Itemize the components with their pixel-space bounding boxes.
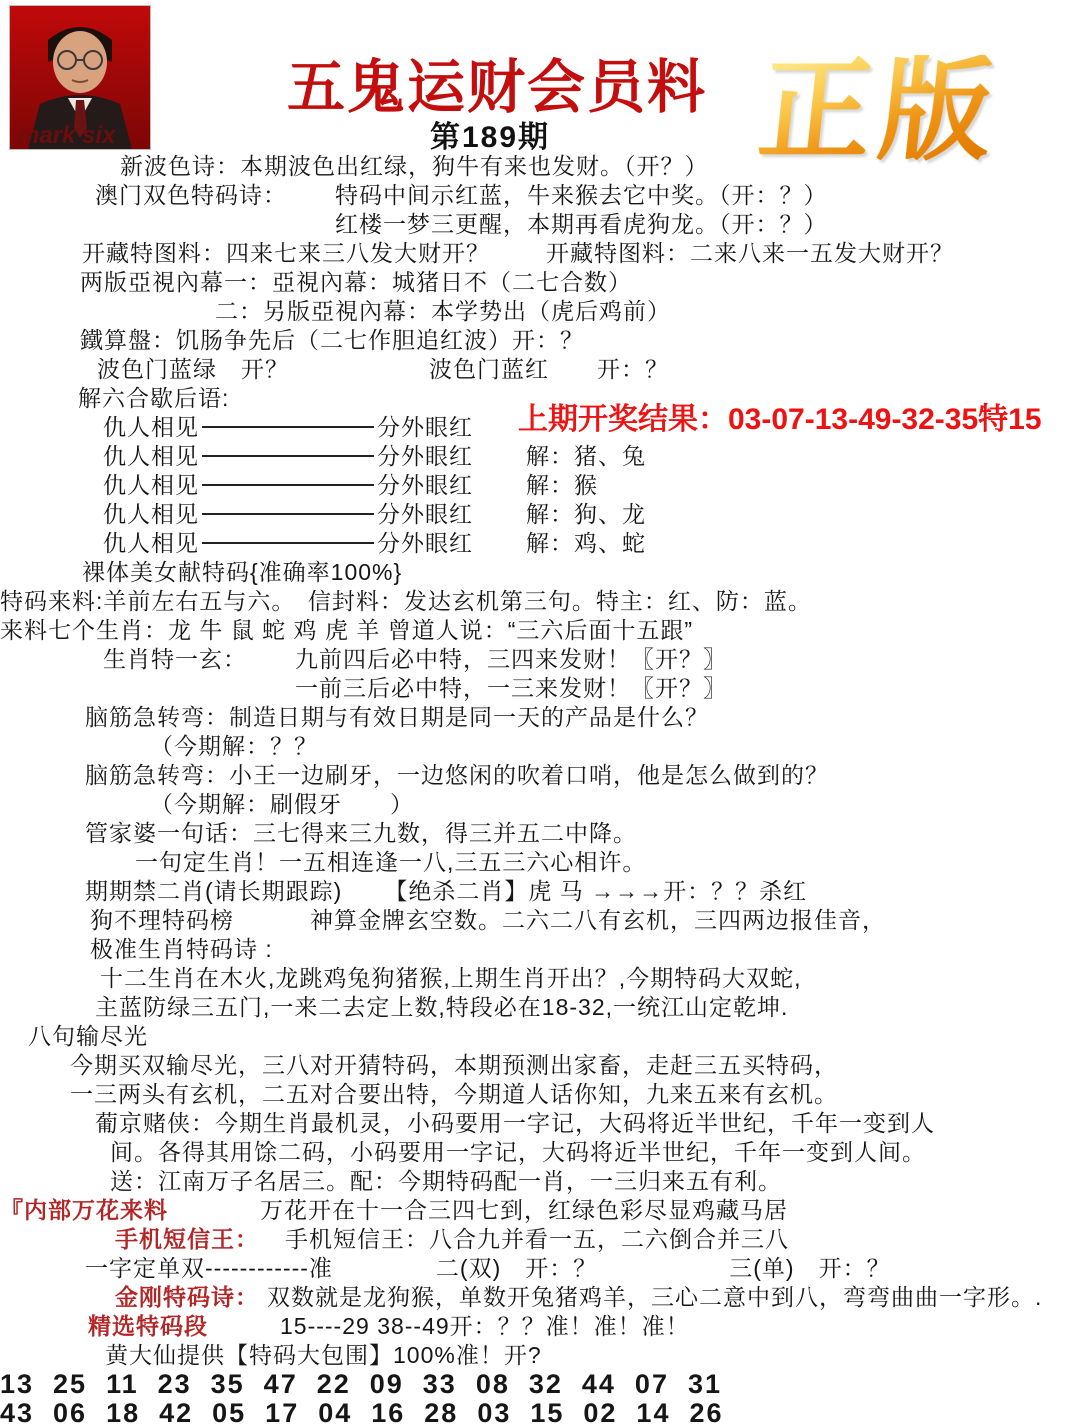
watermark-text: mark six (18, 122, 116, 149)
line-neibu-wanhua: 『内部万花来料 万花开在十一合三四七到，红绿色彩尽显鸡藏马居 (0, 1197, 788, 1223)
issue-number: 第189期 (430, 121, 551, 154)
line-teyixuan-2: 一前三后必中特，一三来发财！〖开？〗 (295, 675, 727, 701)
line-guanjiapo: 管家婆一句话：三七得来三九数，得三并五二中降。 (85, 820, 637, 846)
riddle-row: 仇人相见 分外眼红 解：鸡、蛇 (103, 530, 646, 556)
dash-line (202, 455, 374, 457)
line-shengxiao-teyixuan: 生肖特一玄： 九前四后必中特，三四来发财！〖开？〗 (103, 646, 727, 672)
dash-line (202, 484, 374, 486)
line-shujinguang-1: 今期买双输尽光，三八对开猜特码，本期预测出家畜，走赶三五买特码， (70, 1052, 838, 1078)
riddle-row: 仇人相见 分外眼红 解：狗、龙 (103, 501, 646, 527)
line-qiqi-jin-erxiao: 期期禁二肖(请长期跟踪) 【绝杀二肖】虎 马 →→→开：？？杀红 (85, 878, 808, 904)
line-yizi-dan-shuang: 一字定单双------------准 二(双) 开：？ 三(单) 开：？ (85, 1255, 891, 1281)
line-kaicang-tetu: 开藏特图料：四来七来三八发大财开？ 开藏特图料：二来八来一五发大财开？ (82, 240, 954, 266)
line-pujing-duxia-1: 葡京赌侠：今期生肖最机灵，小码要用一字记，大码将近半世纪，千年一变到人 (95, 1110, 935, 1136)
dash-line (202, 426, 374, 428)
line-jingxuan-teema-duan: 精选特码段 15----29 38--49开：？？准！准！准！ (88, 1313, 690, 1339)
edition-stamp: 正版 (753, 48, 1007, 173)
line-jizhun-poem-header: 极准生肖特码诗 : (90, 936, 273, 962)
line-xin-bose-poem: 新波色诗：本期波色出红绿，狗牛有来也发财。（开？） (120, 153, 709, 179)
line-aomen-poem-2: 红楼一梦三更醒，本期再看虎狗龙。（开：？） (335, 211, 828, 237)
line-naojin-2-answer: （今期解：刷假牙 ） (150, 791, 414, 817)
line-teema-lailiao: 特码来料:羊前左右五与六。 信封料：发达玄机第三句。特主：红、防：蓝。 (0, 588, 812, 614)
line-yiju-ding-shengxiao: 一句定生肖！一五相连逢一八,三五三六心相许。 (135, 849, 647, 875)
line-baju-shujinguang-header: 八句输尽光 (28, 1023, 148, 1049)
riddle-row: 仇人相见 分外眼红 解：猪、兔 (103, 443, 646, 469)
dash-line (202, 513, 374, 515)
numbers-row-2: 43 06 18 42 05 17 04 16 28 03 15 02 14 26 (0, 1398, 724, 1428)
line-yashi-neimu-1: 两版亞視內幕一：亞視內幕：城猪日不（二七合数） (80, 269, 632, 295)
line-naojin-2: 脑筋急转弯：小王一边刷牙，一边悠闲的吹着口哨，他是怎么做到的？ (85, 762, 829, 788)
line-jizhun-poem-1: 十二生肖在木火,龙跳鸡兔狗猪猴,上期生肖开出？,今期特码大双蛇, (100, 965, 802, 991)
document-body (0, 152, 1080, 1428)
line-xiehouyu-header: 解六合歇后语: (78, 385, 230, 411)
face (53, 31, 107, 93)
line-goubuli-bang: 狗不理特码榜 神算金牌玄空数。二六二八有玄机，三四两边报佳音， (90, 907, 886, 933)
line-qige-shengxiao: 来料七个生肖：龙 牛 鼠 蛇 鸡 虎 羊 曾道人说：“三六后面十五跟” (0, 617, 694, 643)
riddle-row: 仇人相见 分外眼红 (103, 414, 473, 440)
line-shujinguang-2: 一三两头有玄机，二五对合要出特，今期道人话你知，九来五来有玄机。 (70, 1081, 838, 1107)
line-luoti-teema: 裸体美女献特码{准确率100%} (82, 559, 403, 585)
portrait-illustration (10, 6, 150, 149)
line-tiesuanpan: 鐵算盤：饥肠争先后（二七作胆追红波）开：？ (80, 327, 584, 353)
line-jizhun-poem-2: 主蓝防绿三五门,一来二去定上数,特段必在18-32,一统江山定乾坤. (95, 994, 789, 1020)
numbers-row-1: 13 25 11 23 35 47 22 09 33 08 32 44 07 31 (0, 1369, 722, 1399)
line-yashi-neimu-2: 二：另版亞視內幕：本学势出（虎后鸡前） (215, 298, 671, 324)
line-song-pei: 送：江南万子名居三。配：今期特码配一肖，一三归来五有利。 (110, 1168, 782, 1194)
line-bosemen: 波色门蓝绿 开？ 波色门蓝红 开：？ (97, 356, 669, 382)
line-pujing-duxia-2: 间。各得其用馀二码，小码要用一字记，大码将近半世纪，千年一变到人间。 (110, 1139, 926, 1165)
result-banner: 上期开奖结果：03-07-13-49-32-35特15 (518, 403, 1042, 436)
line-aomen-shuangse-poem: 澳门双色特码诗： 特码中间示红蓝，牛来猴去它中奖。（开：？） (95, 182, 828, 208)
line-shouji-duanxin: 手机短信王： 手机短信王：八合九并看一五，二六倒合并三八 (115, 1226, 789, 1252)
line-naojin-1-answer: （今期解：？？ (150, 733, 318, 759)
riddle-row: 仇人相见 分外眼红 解：猴 (103, 472, 598, 498)
portrait-photo (9, 5, 151, 150)
line-huangdaxian: 黄大仙提供【特码大包围】100%准！开? (105, 1342, 542, 1368)
line-naojin-1: 脑筋急转弯：制造日期与有效日期是同一天的产品是什么？ (85, 704, 709, 730)
line-jingang-teema-poem: 金刚特码诗： 双数就是龙狗猴，单数开兔猪鸡羊，三心二意中到八，弯弯曲曲一字形。. (115, 1284, 1043, 1310)
dash-line (202, 542, 374, 544)
page-title: 五鬼运财会员料 (287, 55, 708, 120)
